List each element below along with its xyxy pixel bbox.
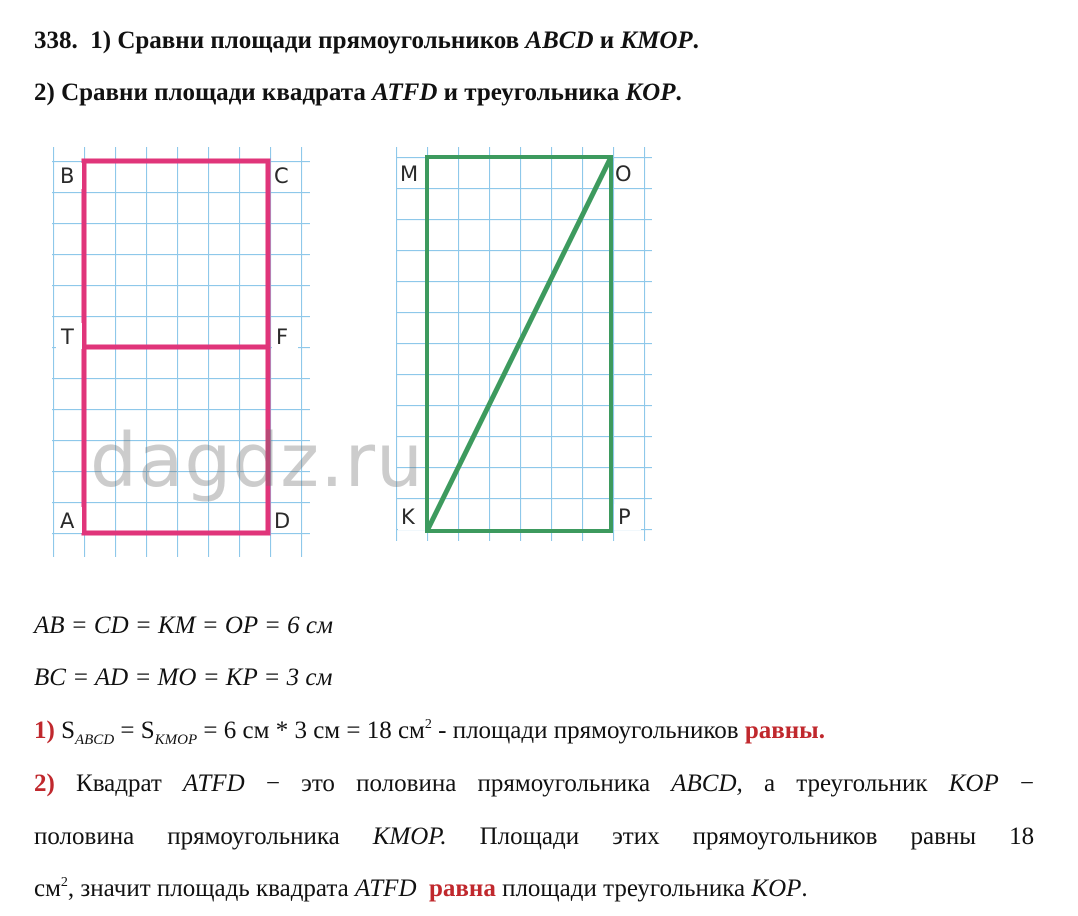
task2-and: и треугольника [443, 79, 620, 106]
step2-w7: а [763, 770, 776, 797]
step2-w10: − [1019, 770, 1035, 797]
step2-l2-w1: прямоугольника [167, 823, 340, 850]
label-d: D [274, 509, 291, 533]
label-o: O [615, 162, 632, 186]
label-f: F [276, 325, 289, 349]
label-k: K [401, 505, 415, 529]
step1-eq: = S [114, 717, 155, 744]
solution-step-2-line-1 [34, 770, 1034, 798]
step2-w2: − [265, 770, 280, 797]
solution-line-2 [34, 664, 332, 692]
task1-end: . [692, 27, 699, 54]
step2-l2-w0: половина [34, 823, 135, 850]
task1-and: и [599, 27, 615, 54]
step2-w5: прямоугольника [477, 770, 651, 797]
task-number: 338. [34, 27, 78, 54]
label-c: C [274, 164, 289, 188]
step1-tail: - площади прямоугольников [431, 717, 745, 744]
figure-atfd: ATFD [372, 79, 438, 106]
figure-kmop-grid [396, 147, 652, 541]
label-m: M [400, 162, 419, 186]
step2-l2-w4: этих [612, 823, 660, 850]
step1-result: равны. [744, 717, 825, 744]
step2-l2-w3: Площади [479, 823, 580, 850]
task2-text: 2) Сравни площади квадрата [34, 79, 366, 106]
figure-abcd: ABCD [525, 27, 594, 54]
step1-sup: 2 [424, 717, 432, 732]
task1-text: 1) Сравни площади прямоугольников [90, 27, 520, 54]
step2-l3-sup: 2 [60, 875, 68, 890]
step2-l3-kop: KOP [751, 875, 802, 902]
step1-sub-kmop: KMOP [154, 732, 198, 748]
solution-step-2-line-2 [34, 823, 1034, 851]
label-a: A [60, 509, 75, 533]
step2-l3-c: площади треугольника [495, 875, 752, 902]
watermark: dagdz.ru [90, 418, 424, 504]
solution-line-1 [34, 612, 333, 640]
solution-step-2-line-3 [34, 875, 808, 903]
step2-l2-w7: 18 [1009, 823, 1035, 850]
label-b: B [60, 164, 75, 188]
figure-kop: KOP [625, 79, 676, 106]
step2-l2-w5: прямоугольников [692, 823, 878, 850]
task-line-2 [34, 79, 682, 107]
figure-kmop: KMOP [620, 27, 693, 54]
step2-w1: ATFD [183, 770, 245, 797]
step1-sub-abcd: ABCD [74, 732, 115, 748]
step2-w4: половина [356, 770, 457, 797]
step2-l3-atfd: ATFD [354, 875, 417, 902]
step2-l2-w6: равны [910, 823, 977, 850]
step1-marker: 1) [34, 717, 55, 744]
step2-w3: это [301, 770, 335, 797]
step1-s: S [61, 717, 75, 744]
step2-w9: KOP [948, 770, 999, 797]
step2-w6: ABCD, [671, 770, 743, 797]
step2-w0: Квадрат [76, 770, 162, 797]
label-p: P [618, 505, 631, 529]
step1-calc: = 6 см * 3 см = 18 см [197, 717, 425, 744]
task-line-1 [34, 27, 699, 55]
step2-l3-cm: см [34, 875, 61, 902]
step2-l2-w2: KMOP. [372, 823, 447, 850]
step2-l3-result: равна [429, 875, 496, 902]
step2-l3-b: , значит площадь квадрата [67, 875, 355, 902]
label-t: T [61, 325, 74, 349]
lengths-3: BC = AD = MO = KP = 3 см [34, 664, 333, 691]
step2-w8: треугольник [796, 770, 928, 797]
lengths-6: AB = CD = KM = OP = 6 см [34, 612, 333, 639]
task2-end: . [675, 79, 682, 106]
step2-l3-end: . [801, 875, 808, 902]
solution-step-1 [34, 717, 825, 748]
step2-marker: 2) [34, 770, 55, 797]
